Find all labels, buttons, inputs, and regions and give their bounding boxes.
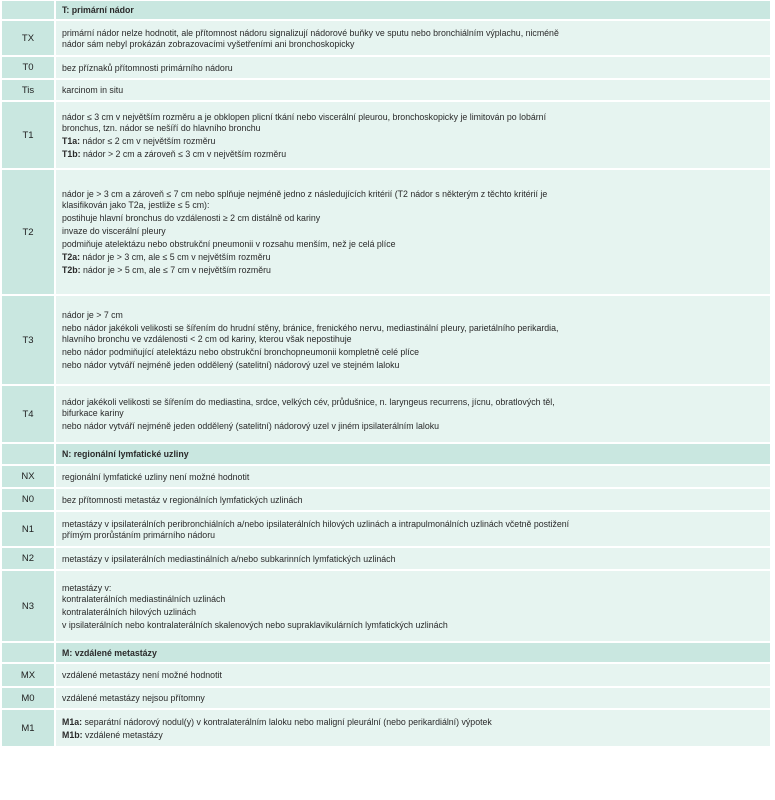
row-code: T4 <box>2 386 56 442</box>
table-row-t2: T2 nádor je > 3 cm a zároveň ≤ 7 cm nebo splňuje nejméně jedno z následujících kritérií (T2 nádor s některým z těchto kritérií je klasifikován jako T2a, jestliže ≤ 5 cm): postihuje hlavní bronchus do vzdálenosti ≥ 2 cm distálně od kariny invaze do viscerální pleury podmiňuje atelektázu nebo obstrukční pneumonii v rozsahu menším, než je celá plíce T2a: nádor je > 3 cm, ale ≤ 5 cm v největším rozměru T2b: nádor je > 5 cm, ale ≤ 7 cm v největším rozměru <box>2 170 770 296</box>
section-header-m <box>2 643 770 664</box>
row-code: M0 <box>2 688 56 708</box>
table-row-tx: TX primární nádor nelze hodnotit, ale přítomnost nádoru signalizují nádorové buňky ve sputu nebo bronchiálním výplachu, nicméně nádor sám nebyl prokázán zobrazovacími vyšetřeními ani bronchoskopicky <box>2 21 770 57</box>
table-row-t1: T1 nádor ≤ 3 cm v největším rozměru a je obklopen plicní tkání nebo viscerální pleurou, bronchoskopicky je limitován po lobární bronchus, tzn. nádor se nešíří do hlavního bronchu T1a: nádor ≤ 2 cm v největším rozměru T1b: nádor > 2 cm a zároveň ≤ 3 cm v největším rozměru <box>2 102 770 170</box>
table-row-n1: N1 metastázy v ipsilaterálních peribronchiálních a/nebo ipsilaterálních hilových uzlinách a intrapulmonálních uzlinách včetně postižení přímým prorůstáním primárního nádoru <box>2 512 770 548</box>
row-code: N0 <box>2 489 56 510</box>
row-code: T3 <box>2 296 56 384</box>
table-row-mx: MX vzdálené metastázy není možné hodnotit <box>2 664 770 688</box>
row-code: T2 <box>2 170 56 294</box>
tnm-classification-table <box>2 1 770 748</box>
section-heading: M: vzdálené metastázy <box>56 643 770 662</box>
row-code: T0 <box>2 57 56 78</box>
row-code: T1 <box>2 102 56 168</box>
table-row-tis: Tis karcinom in situ <box>2 80 770 102</box>
row-code: Tis <box>2 80 56 100</box>
section-header-t <box>2 1 770 21</box>
row-code: N3 <box>2 571 56 641</box>
row-code: NX <box>2 466 56 487</box>
section-heading: N: regionální lymfatické uzliny <box>56 444 770 464</box>
row-code: MX <box>2 664 56 686</box>
table-row-nx: NX regionální lymfatické uzliny není možné hodnotit <box>2 466 770 489</box>
table-row-m0: M0 vzdálené metastázy nejsou přítomny <box>2 688 770 710</box>
row-code: TX <box>2 21 56 55</box>
table-row-n0: N0 bez přítomnosti metastáz v regionálních lymfatických uzlinách <box>2 489 770 512</box>
section-header-n <box>2 444 770 466</box>
section-heading: T: primární nádor <box>56 1 770 19</box>
table-row-t0: T0 bez příznaků přítomnosti primárního nádoru <box>2 57 770 80</box>
row-code: N1 <box>2 512 56 546</box>
table-row-n3: N3 metastázy v: kontralaterálních mediastinálních uzlinách kontralaterálních hilových uzlinách v ipsilaterálních nebo kontralaterálních skalenových nebo supraklavikulárních lymfatických uzlinách <box>2 571 770 643</box>
row-code: M1 <box>2 710 56 746</box>
table-row-n2: N2 metastázy v ipsilaterálních mediastinálních a/nebo subkarinních lymfatických uzlinách <box>2 548 770 571</box>
table-row-m1: M1 M1a: separátní nádorový nodul(y) v kontralaterálním laloku nebo maligní pleurální (nebo perikardiální) výpotek M1b: vzdálené metastázy <box>2 710 770 748</box>
row-code: N2 <box>2 548 56 569</box>
table-row-t3: T3 nádor je > 7 cm nebo nádor jakékoli velikosti se šířením do hrudní stěny, bránice, frenického nervu, mediastinální pleury, parietálního perikardia, hlavního bronchu ve vzdálenosti < 2 cm od kariny, kterou však nepostihuje nebo nádor podmiňující atelektázu nebo obstrukční bronchopneumonii kompletně celé plíce nebo nádor vytváří nejméně jeden oddělený (satelitní) nádorový uzel ve stejném laloku <box>2 296 770 386</box>
table-row-t4: T4 nádor jakékoli velikosti se šířením do mediastina, srdce, velkých cév, průdušnice, n. laryngeus recurrens, jícnu, obratlových těl, bifurkace kariny nebo nádor vytváří nejméně jeden oddělený (satelitní) nádorový uzel v jiném ipsilaterálním laloku <box>2 386 770 444</box>
